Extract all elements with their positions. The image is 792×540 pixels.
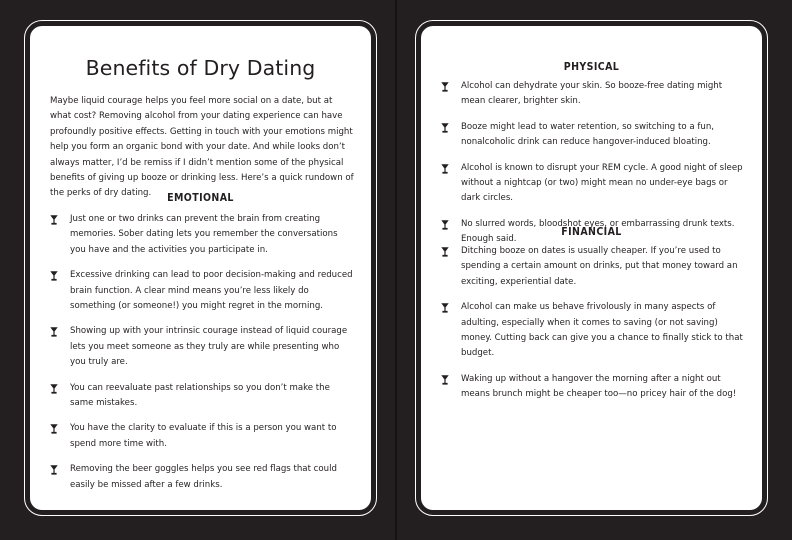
list-item-text: No slurred words, bloodshot eyes, or embarrassing drunk texts. Enough said. <box>461 218 735 245</box>
financial-list <box>441 244 747 413</box>
list-item <box>50 324 356 370</box>
list-item-text: Ditching booze on dates is usually cheaper. If you’re used to spending a certain amount on drinks, put that money toward an exciting, experiential date. <box>461 246 738 287</box>
section-heading-financial: FINANCIAL <box>561 226 622 238</box>
list-item <box>50 421 356 452</box>
cocktail-glass-icon <box>441 303 449 313</box>
cocktail-glass-icon <box>50 424 58 434</box>
cocktail-glass-icon <box>441 164 449 174</box>
list-item <box>441 300 747 362</box>
list-item-text: Just one or two drinks can prevent the brain from creating memories. Sober dating lets you remember the conversations you have and the activities you participate in. <box>70 214 338 255</box>
list-item-text: Removing the beer goggles helps you see red flags that could easily be missed after a few drinks. <box>70 464 337 490</box>
list-item-text: Showing up with your intrinsic courage instead of liquid courage lets you meet someone as they truly are while presenting who you truly are. <box>70 326 348 368</box>
cocktail-glass-icon <box>441 123 449 133</box>
cocktail-glass-icon <box>50 271 58 281</box>
list-item <box>441 120 747 151</box>
cocktail-glass-icon <box>50 465 58 475</box>
list-item-text: You have the clarity to evaluate if this is a person you want to spend more time with. <box>70 423 337 449</box>
cocktail-glass-icon <box>50 215 58 225</box>
right-page-card <box>419 24 764 512</box>
list-item-text: Alcohol is known to disrupt your REM cycle. A good night of sleep without a nightcap (or two) might mean no under-eye bags or dark circles. <box>461 162 743 204</box>
list-item <box>50 268 356 314</box>
cocktail-glass-icon <box>50 384 58 394</box>
section-heading-physical: PHYSICAL <box>563 61 620 73</box>
cocktail-glass-icon <box>50 327 58 337</box>
list-item-text: Excessive drinking can lead to poor decision-making and reduced brain function. A clear mind means you’re less likely do something (or someone!) you might regret in the morning. <box>70 270 353 312</box>
page-title: Benefits of Dry Dating <box>85 56 316 80</box>
list-item <box>50 381 356 412</box>
list-item-text: Booze might lead to water retention, so switching to a fun, nonalcoholic drink can reduce hangover-induced bloating. <box>461 121 714 148</box>
list-item <box>50 212 356 258</box>
list-item-text: Alcohol can make us behave frivolously in many aspects of adulting, especially when it comes to saving (or not saving) money. Cutting back can give you a chance to finally stick to that budget. <box>461 302 743 359</box>
left-page-card <box>28 24 373 512</box>
cocktail-glass-icon <box>441 247 449 257</box>
cocktail-glass-icon <box>441 82 449 92</box>
book-spine <box>395 0 397 540</box>
list-item <box>50 462 356 493</box>
list-item-text: Alcohol can dehydrate your skin. So booze-free dating might mean clearer, brighter skin. <box>461 81 723 107</box>
list-item <box>441 244 747 290</box>
emotional-list <box>50 212 356 503</box>
list-item <box>441 79 747 110</box>
list-item <box>441 372 747 403</box>
list-item-text: You can reevaluate past relationships so you don’t make the same mistakes. <box>70 382 330 409</box>
list-item-text: Waking up without a hangover the morning after a night out means brunch might be cheaper too—no pricey hair of the dog! <box>461 373 737 400</box>
list-item <box>441 161 747 207</box>
cocktail-glass-icon <box>441 375 449 385</box>
intro-paragraph: Maybe liquid courage helps you feel more social on a date, but at what cost? Removing alcohol from your dating experience can have profoundly positive effects. Getting in touch with your emotions might help you form an organic bond with your date. And while looks don’t always matter, I’d be remiss if I didn’t mention some of the physical benefits of giving up booze or drinking less. Here’s a quick rundown of the perks of dry dating. <box>50 96 354 199</box>
section-heading-emotional: EMOTIONAL <box>167 192 234 204</box>
